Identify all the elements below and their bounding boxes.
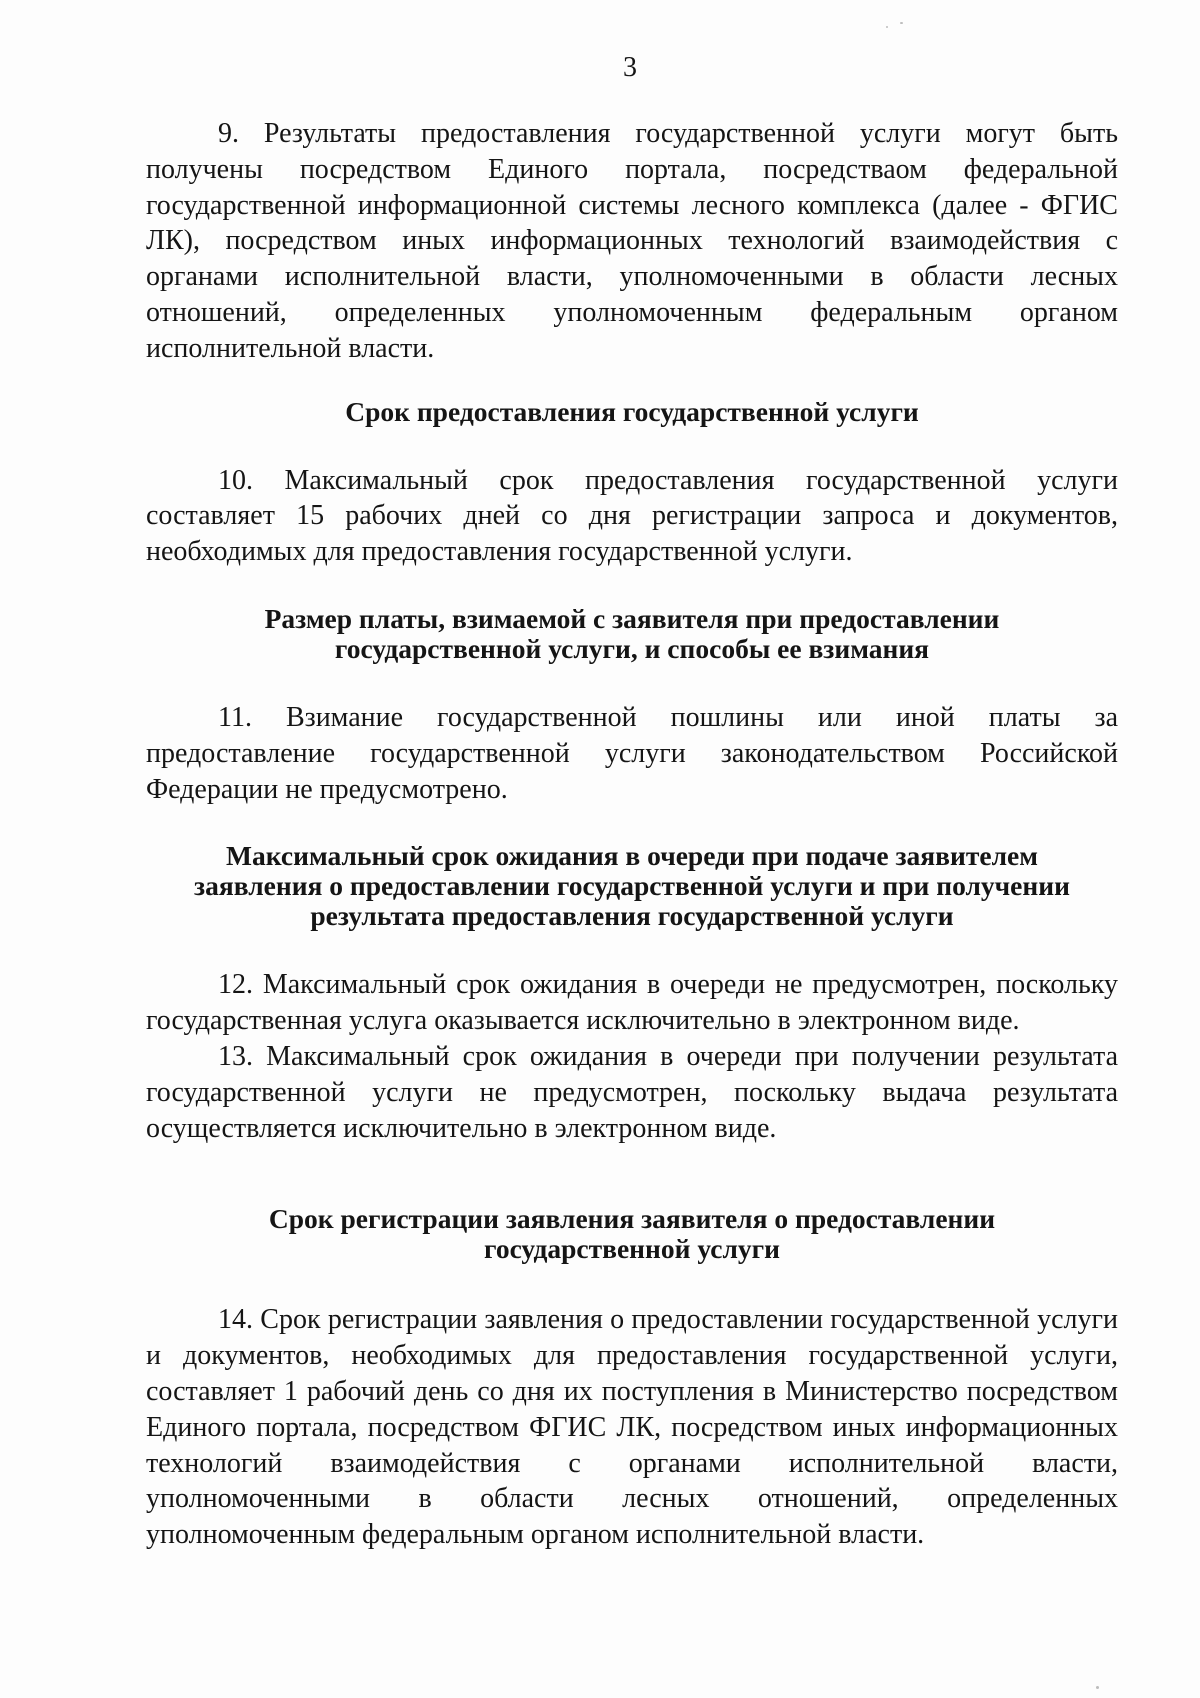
page-number: 3 (623, 52, 637, 83)
section-heading-registration (146, 1204, 1118, 1264)
heading-line: заявления о предоставлении государственной услуги и при получении (194, 870, 1070, 902)
heading-line: Максимальный срок ожидания в очереди при подаче заявителем (226, 840, 1038, 872)
scan-speck (900, 22, 903, 24)
heading-line: результата предоставления государственной услуги (310, 900, 954, 932)
paragraph-13: 13. Максимальный срок ожидания в очереди при получении результата государственной услуги не предусмотрен, поскольку выдача результата осуществляется исключительно в электронном виде. (146, 1040, 1118, 1144)
document-body (146, 116, 1118, 1553)
paragraph-11: 11. Взимание государственной пошлины или иной платы за предоставление государственной услуги законодательством Российской Федерации не предусмотрено. (146, 701, 1118, 805)
heading-line: Срок регистрации заявления заявителя о предоставлении (268, 1203, 996, 1235)
heading-line: государственной услуги (484, 1233, 780, 1265)
section-heading-queue (146, 841, 1118, 931)
paragraph-9: 9. Результаты предоставления государственной услуги могут быть получены посредством Единого портала, посредстваом федеральной государственной информационной системы лесного комплекса (далее - ФГИС ЛК), посредством иных информационных технологий взаимодействия с органами исполнительной власти, уполномоченными в области лесных отношений, определенных уполномоченным федеральным органом исполнительной власти. (146, 118, 1118, 364)
section-heading-fee (146, 604, 1118, 664)
scan-speck (1096, 1686, 1099, 1689)
section-heading-term (146, 397, 1118, 427)
heading-line: Срок предоставления государственной услуги (345, 395, 919, 427)
paragraph-10: 10. Максимальный срок предоставления государственной услуги составляет 15 рабочих дней со дня регистрации запроса и документов, необходимых для предоставления государственной услуги. (146, 464, 1118, 568)
heading-line: государственной услуги, и способы ее взимания (334, 632, 930, 664)
heading-line: Размер платы, взимаемой с заявителя при предоставлении (264, 602, 1000, 634)
scan-speck (886, 26, 888, 28)
paragraph-12: 12. Максимальный срок ожидания в очереди не предусмотрен, поскольку государственная услуга оказывается исключительно в электронном виде. (146, 969, 1118, 1037)
paragraph-14: 14. Срок регистрации заявления о предоставлении государственной услуги и документов, необходимых для предоставления государственной услуги, составляет 1 рабочий день со дня их поступления в Министерство посредством Единого портала, посредством ФГИС ЛК, посредством иных информационных технологий взаимодействия с органами исполнительной власти, уполномоченными в области лесных отношений, определенных уполномоченным федеральным органом исполнительной власти. (146, 1304, 1118, 1551)
